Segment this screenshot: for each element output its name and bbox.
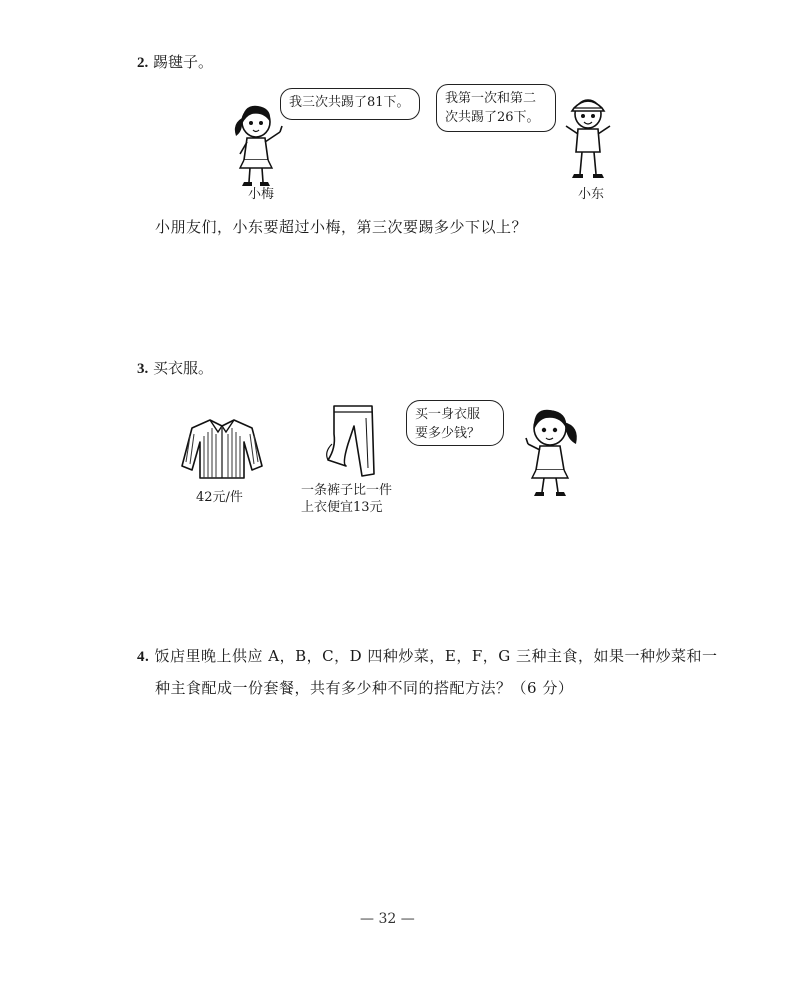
speech-bubble-right bbox=[436, 84, 556, 132]
girl-shopper-icon bbox=[516, 404, 586, 500]
name-label-xiaodong: 小东 bbox=[578, 187, 605, 202]
speech-bubble-right-line1: 我第一次和第二 bbox=[445, 91, 537, 106]
page-number: — 32 — bbox=[360, 911, 415, 927]
question-4-line1 bbox=[137, 645, 718, 666]
shirt-price-label: 42元/件 bbox=[196, 490, 243, 505]
name-label-xiaomei: 小梅 bbox=[248, 187, 275, 202]
pants-icon bbox=[322, 404, 382, 478]
speech-bubble-shopping-line1: 买一身衣服 bbox=[415, 407, 481, 422]
question-2-title: 踢毽子。 bbox=[153, 53, 214, 71]
speech-bubble-shopping bbox=[406, 400, 504, 446]
question-4-text-line1: 饭店里晚上供应 A，B，C，D 四种炒菜，E，F，G 三种主食，如果一种炒菜和一 bbox=[154, 647, 718, 665]
question-3-title: 买衣服。 bbox=[153, 359, 214, 377]
pants-caption-line2: 上衣便宜13元 bbox=[301, 500, 383, 515]
speech-bubble-shopping-line2: 要多少钱？ bbox=[415, 426, 481, 441]
boy-figure-icon bbox=[558, 94, 618, 184]
speech-bubble-right-line2: 次共踢了26下。 bbox=[445, 110, 540, 125]
speech-bubble-left-text: 我三次共踢了81下。 bbox=[289, 95, 410, 110]
girl-figure-icon bbox=[230, 102, 290, 192]
question-3-illustration bbox=[152, 388, 584, 524]
speech-bubble-left bbox=[280, 88, 420, 120]
question-2-number: 2. bbox=[137, 55, 149, 71]
question-2-illustration bbox=[222, 80, 605, 210]
question-4-number: 4. bbox=[137, 649, 150, 665]
pants-caption-line1: 一条裤子比一件 bbox=[301, 483, 393, 498]
question-2-prompt: 小朋友们，小东要超过小梅，第三次要踢多少下以上？ bbox=[155, 218, 528, 236]
question-2-header bbox=[137, 51, 213, 72]
question-3-header bbox=[137, 357, 213, 378]
shirt-icon bbox=[180, 416, 264, 480]
pants-caption bbox=[301, 482, 392, 516]
question-4-line2: 种主食配成一份套餐，共有多少种不同的搭配方法？（6 分） bbox=[155, 679, 574, 697]
question-3-number: 3. bbox=[137, 361, 149, 377]
